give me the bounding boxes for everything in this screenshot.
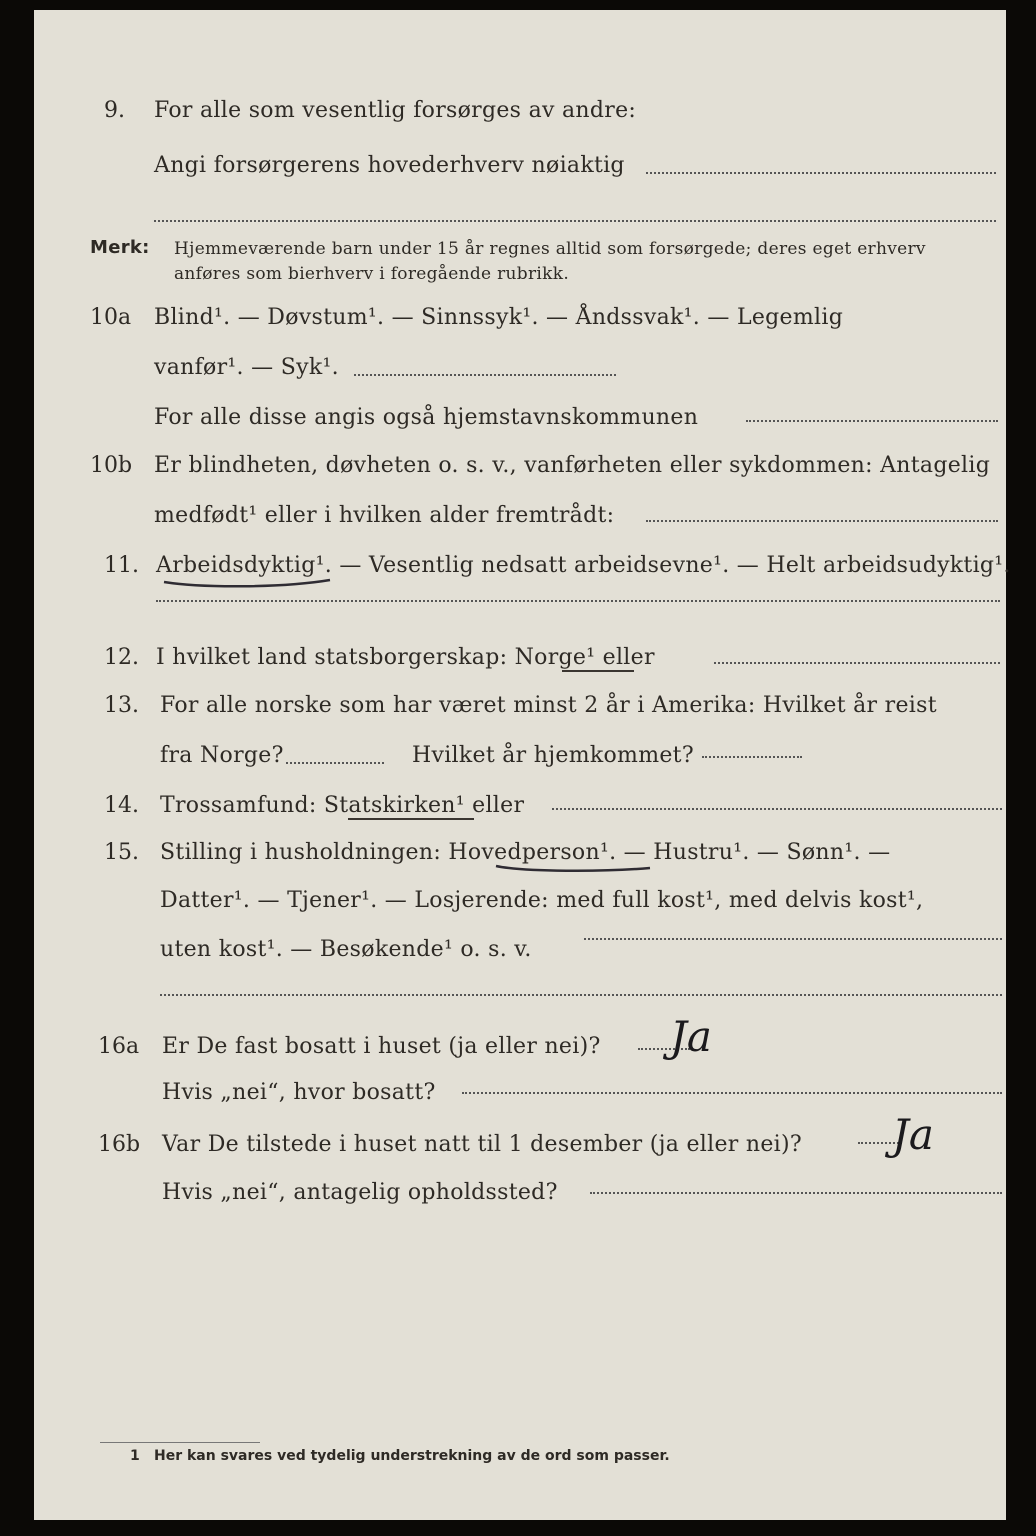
question-14-post: eller xyxy=(472,793,525,818)
question-12-pre: I hvilket land statsborgerskap: xyxy=(156,645,508,670)
answer-line-14[interactable] xyxy=(552,808,1002,810)
underline-arbeidsdyktig xyxy=(162,574,332,594)
answer-line-12[interactable] xyxy=(714,662,1000,664)
census-form-page xyxy=(34,10,1011,1520)
question-13-line2b: Hvilket år hjemkommet? xyxy=(412,743,694,768)
question-14-text xyxy=(160,793,524,818)
answer-line-10a-syk[interactable] xyxy=(354,374,616,376)
question-9-line2: Angi forsørgerens hovederhverv nøiaktig xyxy=(154,153,625,178)
question-12-post: eller xyxy=(602,645,655,670)
question-15-line2: Datter¹. — Tjener¹. — Losjerende: med full kost¹, med delvis kost¹, xyxy=(160,888,924,913)
answer-line-13-hjem[interactable] xyxy=(702,756,802,758)
question-10a-number: 10a xyxy=(90,305,132,330)
question-13-line1: For alle norske som har været minst 2 år i Amerika: Hvilket år reist xyxy=(160,693,937,718)
question-11-rest: — Vesentlig nedsatt arbeidsevne¹. — Helt arbeidsudyktig¹. xyxy=(332,553,1011,578)
footnote-text: Her kan svares ved tydelig understrekning av de ord som passer. xyxy=(154,1448,670,1464)
question-10b-line1: Er blindheten, døvheten o. s. v., vanførheten eller sykdommen: Antagelig xyxy=(154,453,991,478)
question-14-number: 14. xyxy=(104,793,139,818)
handwritten-answer-16b: Ja xyxy=(892,1110,934,1159)
question-14-pre: Trossamfund: xyxy=(160,793,317,818)
answer-line-10a-kommune[interactable] xyxy=(746,420,998,422)
answer-line-10b[interactable] xyxy=(646,520,998,522)
footnote-mark: 1 xyxy=(130,1448,140,1464)
question-16b-line1: Var De tilstede i huset natt til 1 desember (ja eller nei)? xyxy=(162,1132,802,1157)
question-16a-line2: Hvis „nei“, hvor bosatt? xyxy=(162,1080,436,1105)
answer-line-11[interactable] xyxy=(156,600,1000,602)
question-9-number: 9. xyxy=(104,98,125,123)
underline-norge xyxy=(562,670,634,672)
question-16a-line1: Er De fast bosatt i huset (ja eller nei)? xyxy=(162,1034,601,1059)
question-10b-line2: medfødt¹ eller i hvilken alder fremtrådt: xyxy=(154,503,615,528)
question-13-number: 13. xyxy=(104,693,139,718)
question-10a-line1: Blind¹. — Døvstum¹. — Sinnssyk¹. — Åndssvak¹. — Legemlig xyxy=(154,305,844,330)
question-12-number: 12. xyxy=(104,645,139,670)
question-10a-line2: vanfør¹. — Syk¹. xyxy=(154,355,339,380)
option-hovedperson[interactable]: Hovedperson¹. xyxy=(448,840,617,865)
question-15-number: 15. xyxy=(104,840,139,865)
underline-statskirken xyxy=(348,818,474,820)
handwritten-answer-16a: Ja xyxy=(670,1012,712,1061)
answer-line-9b[interactable] xyxy=(154,220,996,222)
merk-line1: Hjemmeværende barn under 15 år regnes alltid som forsørgede; deres eget erhverv xyxy=(174,239,926,259)
option-norge[interactable]: Norge¹ xyxy=(514,645,596,670)
question-15-rest1: — Hustru¹. — Sønn¹. — xyxy=(623,840,891,865)
underline-hovedperson xyxy=(494,860,654,878)
answer-line-16a-bosatt[interactable] xyxy=(462,1092,1002,1094)
question-15-pre: Stilling i husholdningen: xyxy=(160,840,442,865)
option-arbeidsdyktig[interactable]: Arbeidsdyktig¹. xyxy=(156,553,333,578)
answer-line-15b[interactable] xyxy=(160,994,1002,996)
answer-line-15a[interactable] xyxy=(584,938,1002,940)
question-12-text xyxy=(156,645,655,670)
merk-label: Merk: xyxy=(90,237,150,258)
question-16b-line2: Hvis „nei“, antagelig opholdssted? xyxy=(162,1180,558,1205)
question-11-number: 11. xyxy=(104,553,139,578)
question-16a-number: 16a xyxy=(98,1034,140,1059)
question-9-line1: For alle som vesentlig forsørges av andre: xyxy=(154,98,637,123)
question-10a-line3: For alle disse angis også hjemstavnskommunen xyxy=(154,405,699,430)
question-16b-number: 16b xyxy=(98,1132,141,1157)
option-statskirken[interactable]: Statskirken¹ xyxy=(323,793,465,818)
answer-line-16b-opholdssted[interactable] xyxy=(590,1192,1002,1194)
question-10b-number: 10b xyxy=(90,453,133,478)
question-13-line2a: fra Norge? xyxy=(160,743,284,768)
question-15-line3: uten kost¹. — Besøkende¹ o. s. v. xyxy=(160,937,532,962)
answer-line-9a[interactable] xyxy=(646,172,996,174)
footnote-rule xyxy=(100,1442,260,1443)
merk-line2: anføres som bierhverv i foregående rubrikk. xyxy=(174,264,570,284)
answer-line-13-reist[interactable] xyxy=(286,762,384,764)
